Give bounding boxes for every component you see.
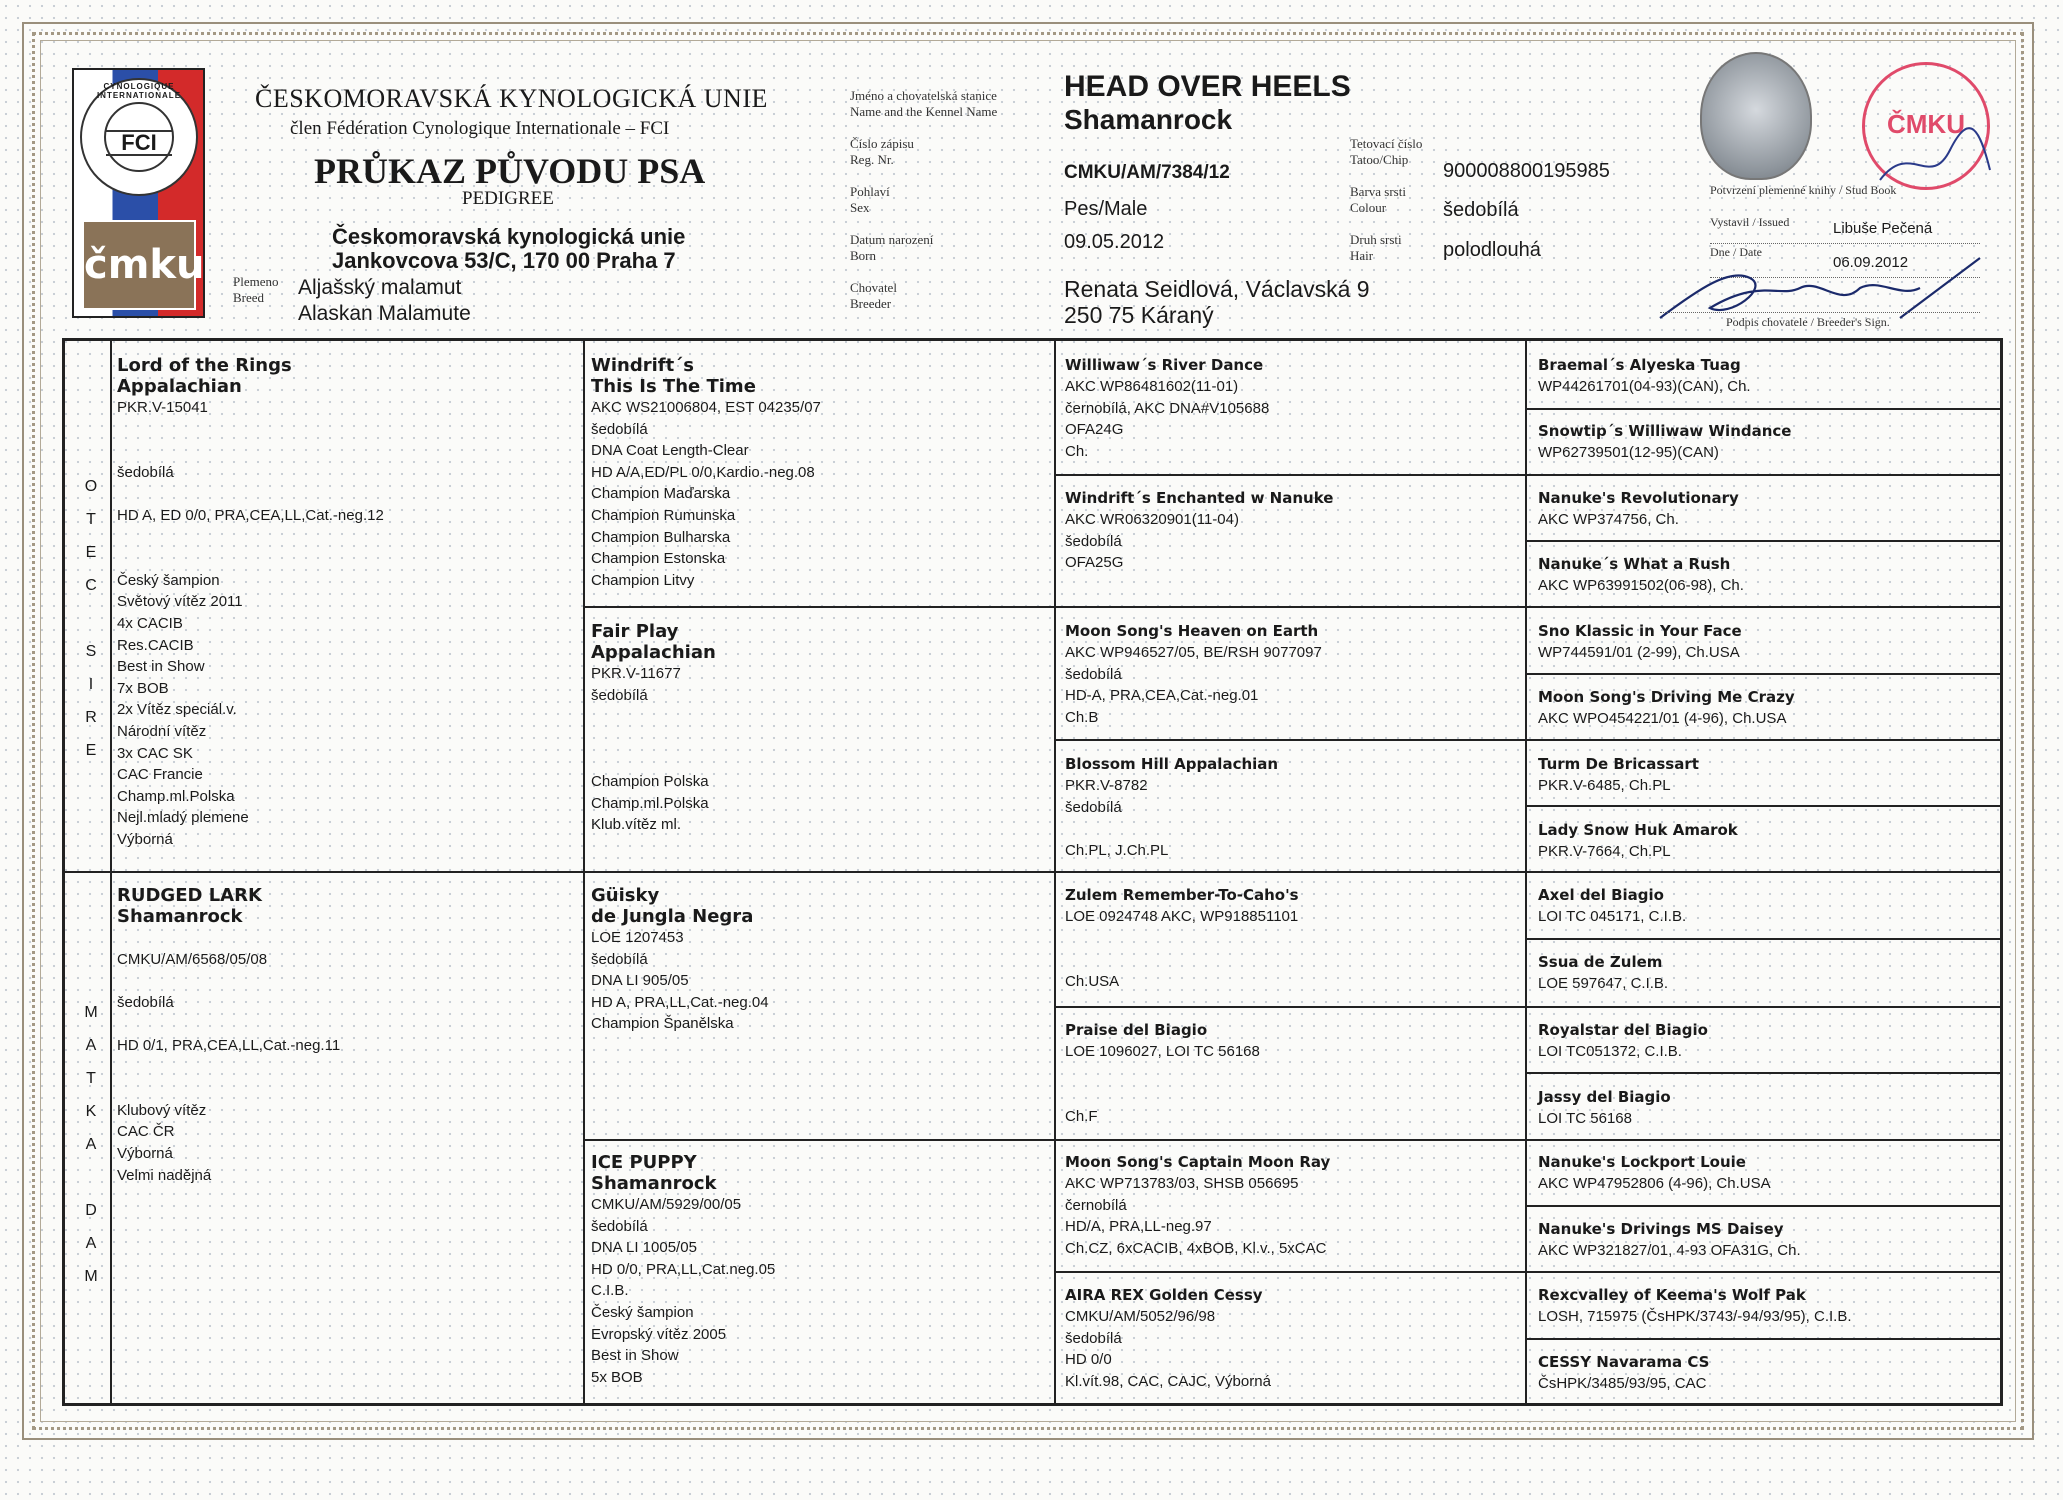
breeder-label: Chovatel Breeder [850, 280, 897, 311]
ancestor-cell [1538, 554, 1998, 596]
great-grandparent-detail-line: CMKU/AM/5052/96/98 [1065, 1308, 1216, 1325]
sire-details [117, 397, 572, 850]
ancestor-detail-line: LOI TC 045171, C.I.B. [1538, 908, 1687, 925]
side-letter: A [85, 1235, 97, 1252]
dam-name-line2: Shamanrock [117, 906, 243, 927]
hair-label: Druh srsti Hair [1350, 232, 1402, 263]
grandparent-detail-line [591, 706, 1046, 728]
sire-detail-line: šedobílá [117, 463, 174, 481]
side-letter: E [85, 742, 97, 759]
great-grandparent-detail-line [1065, 818, 1517, 840]
breed-cz: Aljašský malamut [298, 276, 462, 299]
ancestor-detail-line: AKC WP63991502(06-98), Ch. [1538, 577, 1744, 594]
great-grandparent-cell [1065, 1152, 1517, 1259]
grandparent-name: Shamanrock [591, 1173, 717, 1194]
grandparent-detail-line: HD A, PRA,LL,Cat.-neg.04 [591, 993, 769, 1011]
sire-detail-line [117, 548, 572, 570]
great-grandparent-detail-line: Ch.CZ, 6xCACIB, 4xBOB, Kl.v., 5xCAC [1065, 1239, 1327, 1257]
great-grandparent-detail-line: AKC WP946527/05, BE/RSH 9077097 [1065, 644, 1322, 661]
ancestor-name: Braemal´s Alyeska Tuag [1538, 356, 1741, 374]
grandparent-detail-line: DNA LI 1005/05 [591, 1239, 697, 1257]
grandparent-detail-line: šedobílá [591, 686, 648, 704]
great-grandparent-cell [1065, 355, 1517, 462]
dam-detail-line: CAC ČR [117, 1123, 175, 1141]
great-grandparent-detail-line [1065, 949, 1517, 971]
grandparent-detail-line: HD A/A,ED/PL 0/0,Kardio.-neg.08 [591, 463, 815, 481]
sire-name-line1: Lord of the Rings [117, 355, 292, 376]
sire-name-line2: Appalachian [117, 376, 242, 397]
side-letter: M [84, 1268, 98, 1285]
dam-cell [117, 885, 572, 1186]
great-grandparent-name: Williwaw´s River Dance [1065, 356, 1264, 374]
grandparent-detail-line: DNA LI 905/05 [591, 972, 689, 990]
grandparent-detail-line [591, 728, 1046, 750]
ancestor-cell [1538, 1352, 1998, 1394]
fci-text: FCI [106, 130, 172, 156]
side-letter: A [85, 1037, 97, 1054]
org-name: ČESKOMORAVSKÁ KYNOLOGICKÁ UNIE [255, 84, 768, 113]
ancestor-detail-line: AKC WP47952806 (4-96), Ch.USA [1538, 1175, 1771, 1192]
ancestor-name: Jassy del Biagio [1538, 1088, 1671, 1106]
great-grandparent-detail-line: šedobílá [1065, 532, 1122, 550]
ancestor-detail-line: WP62739501(12-95)(CAN) [1538, 444, 1719, 461]
ancestor-cell [1538, 1285, 1998, 1327]
grandparent-detail-line: Best in Show [591, 1347, 679, 1365]
reg-label: Číslo zápisu Reg. Nr. [850, 136, 914, 167]
ancestor-cell [1538, 1152, 1998, 1194]
great-grandparent-cell [1065, 885, 1517, 992]
great-grandparent-detail-line: LOE 1096027, LOI TC 56168 [1065, 1043, 1260, 1060]
grandparent-detail-line: PKR.V-11677 [591, 665, 681, 682]
stud-book-label: Potvrzení plemenné knihy / Stud Book [1710, 183, 1897, 197]
dam-detail-line [117, 1078, 572, 1100]
born-label: Datum narození Born [850, 232, 934, 263]
grandparent-name: ICE PUPPY [591, 1152, 697, 1173]
sire-detail-line: Res.CACIB [117, 636, 194, 654]
grandparent-name: Fair Play [591, 621, 679, 642]
ancestor-detail-line: ČsHPK/3485/93/95, CAC [1538, 1375, 1707, 1392]
great-grandparent-detail-line: šedobílá [1065, 665, 1122, 683]
great-grandparent-cell [1065, 1285, 1517, 1392]
grandparent-detail-line: AKC WS21006804, EST 04235/07 [591, 399, 821, 416]
ancestor-detail-line: LOE 597647, C.I.B. [1538, 975, 1669, 992]
sire-detail-line: 7x BOB [117, 679, 169, 697]
kennel-label: Jméno a chovatelská stanice Name and the Kennel Name [850, 88, 998, 119]
great-grandparent-detail-line: AKC WP86481602(11-01) [1065, 378, 1239, 395]
great-grandparent-detail-line: šedobílá [1065, 1329, 1122, 1347]
ancestor-cell [1538, 421, 1998, 463]
grandparent-detail-line: Český šampion [591, 1303, 694, 1321]
ancestor-cell [1538, 1020, 1998, 1062]
side-letter: O [84, 478, 98, 495]
sire-detail-line: 3x CAC SK [117, 744, 193, 762]
dam-detail-line [117, 927, 572, 949]
grandparent-detail-line: HD 0/0, PRA,LL,Cat.neg.05 [591, 1260, 776, 1278]
great-grandparent-name: Moon Song's Captain Moon Ray [1065, 1153, 1331, 1171]
great-grandparent-name: Zulem Remember-To-Caho's [1065, 886, 1299, 904]
grandparent-detail-line: Champion Rumunska [591, 506, 736, 524]
great-grandparent-cell [1065, 754, 1517, 861]
sire-detail-line [117, 483, 572, 505]
grandparent-detail-line: 5x BOB [591, 1368, 643, 1386]
grandparent-detail-line: DNA Coat Length-Clear [591, 442, 749, 460]
grandparent-cell [591, 1152, 1046, 1388]
side-letter: S [85, 643, 97, 660]
ancestor-cell [1538, 820, 1998, 862]
great-grandparent-detail-line [1065, 928, 1517, 950]
grandparent-detail-line: C.I.B. [591, 1282, 629, 1300]
dam-detail-line: HD 0/1, PRA,CEA,LL,Cat.-neg.11 [117, 1036, 341, 1054]
ancestor-name: Lady Snow Huk Amarok [1538, 821, 1738, 839]
hologram-stamp [1700, 52, 1812, 180]
ancestor-detail-line: AKC WP321827/01, 4-93 OFA31G, Ch. [1538, 1242, 1801, 1259]
org-address-line1: Českomoravská kynologická unie [332, 224, 686, 249]
org-address-line2: Jankovcova 53/C, 170 00 Praha 7 [332, 248, 676, 273]
ancestor-detail-line: AKC WP374756, Ch. [1538, 511, 1679, 528]
date-label: Dne / Date [1710, 245, 1762, 259]
sex-value: Pes/Male [1064, 198, 1148, 220]
ancestor-name: Nanuke´s What a Rush [1538, 555, 1731, 573]
dam-detail-line [117, 1013, 572, 1035]
great-grandparent-name: Blossom Hill Appalachian [1065, 755, 1279, 773]
grandparent-detail-line: Champion Estonska [591, 550, 726, 568]
sire-cell [117, 355, 572, 850]
ancestor-name: Nanuke's Lockport Louie [1538, 1153, 1746, 1171]
document-subtitle: PEDIGREE [462, 188, 554, 209]
great-grandparent-detail-line [1065, 1063, 1517, 1085]
grandparent-cell [591, 355, 1046, 591]
sire-detail-line: PKR.V-15041 [117, 399, 208, 416]
side-letter: K [85, 1103, 97, 1120]
side-letter: R [85, 709, 97, 726]
dam-name-line1: RUDGED LARK [117, 885, 262, 906]
ancestor-name: Nanuke's Revolutionary [1538, 489, 1739, 507]
ancestor-name: CESSY Navarama CS [1538, 1353, 1710, 1371]
ancestor-detail-line: WP744591/01 (2-99), Ch.USA [1538, 644, 1740, 661]
ancestor-name: Sno Klassic in Your Face [1538, 622, 1742, 640]
dam-detail-line [117, 1057, 572, 1079]
ancestor-cell [1538, 687, 1998, 729]
great-grandparent-detail-line: Ch.PL, J.Ch.PL [1065, 841, 1169, 859]
grandparent-detail-line [591, 749, 1046, 771]
great-grandparent-cell [1065, 621, 1517, 728]
issued-date: 06.09.2012 [1833, 254, 1909, 271]
side-letter: T [86, 511, 96, 528]
ancestor-name: Nanuke's Drivings MS Daisey [1538, 1220, 1784, 1238]
great-grandparent-detail-line: HD-A, PRA,CEA,Cat.-neg.01 [1065, 687, 1259, 705]
great-grandparent-name: Windrift´s Enchanted w Nanuke [1065, 489, 1334, 507]
sex-label: Pohlaví Sex [850, 184, 890, 215]
breeder-line2: 250 75 Káraný [1064, 302, 1214, 328]
dam-details [117, 927, 572, 1186]
great-grandparent-detail-line: Ch.USA [1065, 972, 1120, 990]
grandparent-name: de Jungla Negra [591, 906, 754, 927]
hair-value: polodlouhá [1443, 239, 1541, 261]
side-letter: A [85, 1136, 97, 1153]
ancestor-name: Snowtip´s Williwaw Windance [1538, 422, 1792, 440]
grandparent-detail-line: Champion Bulharska [591, 528, 731, 546]
great-grandparent-detail-line: AKC WP713783/03, SHSB 056695 [1065, 1175, 1299, 1192]
ancestor-detail-line: AKC WPO454221/01 (4-96), Ch.USA [1538, 710, 1787, 727]
colour-label: Barva srsti Colour [1350, 184, 1406, 215]
tattoo-value: 900008800195985 [1443, 160, 1610, 182]
breed-en: Alaskan Malamute [298, 302, 471, 325]
great-grandparent-detail-line: AKC WR06320901(11-04) [1065, 511, 1239, 528]
cmku-logo: čmku [82, 220, 196, 310]
dog-kennel: Shamanrock [1064, 104, 1233, 135]
sire-detail-line: Champ.ml.Polska [117, 787, 235, 805]
great-grandparent-name: AIRA REX Golden Cessy [1065, 1286, 1263, 1304]
sire-detail-line: Světový vítěz 2011 [117, 593, 243, 611]
dam-detail-line [117, 970, 572, 992]
side-letter: M [84, 1004, 98, 1021]
grandparent-detail-line: Champ.ml.Polska [591, 794, 709, 812]
great-grandparent-detail-line: HD/A, PRA,LL-neg.97 [1065, 1218, 1212, 1236]
ancestor-cell [1538, 488, 1998, 530]
ancestor-detail-line: PKR.V-6485, Ch.PL [1538, 777, 1671, 794]
issued-by: Libuše Pečená [1833, 220, 1933, 237]
great-grandparent-detail-line: HD 0/0 [1065, 1351, 1112, 1369]
ancestor-name: Turm De Bricassart [1538, 755, 1699, 773]
sire-detail-line: HD A, ED 0/0, PRA,CEA,LL,Cat.-neg.12 [117, 506, 384, 524]
dam-detail-line: Výborná [117, 1144, 173, 1162]
fci-ring-text: CYNOLOGIQUE INTERNATIONALE [96, 82, 182, 100]
fci-cmku-logo [72, 68, 205, 318]
dog-name: HEAD OVER HEELS [1064, 70, 1351, 103]
breed-label: Plemeno Breed [233, 274, 279, 305]
ancestor-detail-line: WP44261701(04-93)(CAN), Ch. [1538, 378, 1751, 395]
ancestor-cell [1538, 952, 1998, 994]
sire-detail-line [117, 419, 572, 441]
colour-value: šedobílá [1443, 199, 1519, 221]
tattoo-label: Tetovací číslo Tatoo/Chip [1350, 136, 1423, 167]
grandparent-detail-line: LOE 1207453 [591, 929, 684, 946]
sire-detail-line: Výborná [117, 830, 173, 848]
grandparent-name: This Is The Time [591, 376, 756, 397]
document-title: PRŮKAZ PŮVODU PSA [314, 151, 706, 191]
sire-detail-line [117, 440, 572, 462]
dam-detail-line: Klubový vítěz [117, 1101, 207, 1119]
side-letter: T [86, 1070, 96, 1087]
grandparent-detail-line: Champion Maďarska [591, 485, 731, 503]
side-letter: I [88, 676, 94, 693]
sire-detail-line: Český šampion [117, 571, 220, 589]
sire-detail-line: CAC Francie [117, 766, 203, 784]
great-grandparent-detail-line: Kl.vít.98, CAC, CAJC, Výborná [1065, 1372, 1271, 1390]
great-grandparent-name: Praise del Biagio [1065, 1021, 1208, 1039]
grandparent-cell [591, 885, 1046, 1035]
sire-detail-line: Národní vítěz [117, 722, 207, 740]
side-letter: C [85, 577, 97, 594]
sire-detail-line: Nejl.mladý plemene [117, 809, 249, 827]
great-grandparent-cell [1065, 1020, 1517, 1127]
dam-detail-line: CMKU/AM/6568/05/08 [117, 950, 268, 968]
grandparent-detail-line: Klub.vítěz ml. [591, 816, 682, 834]
sire-detail-line [117, 527, 572, 549]
grandparent-name: Windrift´s [591, 355, 694, 376]
fci-member-text: člen Fédération Cynologique Internationale – FCI [290, 118, 670, 139]
grandparent-detail-line: Champion Španělska [591, 1015, 734, 1033]
great-grandparent-detail-line: černobílá [1065, 1196, 1127, 1214]
great-grandparent-detail-line: PKR.V-8782 [1065, 777, 1148, 794]
grandparent-name: Güisky [591, 885, 660, 906]
ancestor-name: Ssua de Zulem [1538, 953, 1663, 971]
great-grandparent-detail-line: Ch. [1065, 442, 1089, 460]
grandparent-cell [591, 621, 1046, 836]
great-grandparent-cell [1065, 488, 1517, 574]
breeder-sign-label: Podpis chovatele / Breeder's Sign. [1726, 315, 1890, 329]
fci-emblem [80, 78, 198, 196]
great-grandparent-detail-line: černobílá, AKC DNA#V105688 [1065, 399, 1270, 417]
reg-number: CMKU/AM/7384/12 [1064, 162, 1230, 183]
dam-detail-line: Velmi nadějná [117, 1166, 212, 1184]
sire-detail-line: 2x Vítěz speciál.v. [117, 701, 237, 719]
grandparent-name: Appalachian [591, 642, 716, 663]
ancestor-cell [1538, 1087, 1998, 1129]
ancestor-name: Moon Song's Driving Me Crazy [1538, 688, 1795, 706]
sire-detail-line: 4x CACIB [117, 614, 183, 632]
side-letter: E [85, 544, 97, 561]
great-grandparent-detail-line: OFA25G [1065, 554, 1124, 572]
great-grandparent-detail-line: šedobílá [1065, 798, 1122, 816]
grandparent-detail-line: šedobílá [591, 420, 648, 438]
great-grandparent-detail-line [1065, 1084, 1517, 1106]
great-grandparent-name: Moon Song's Heaven on Earth [1065, 622, 1319, 640]
ancestor-detail-line: LOI TC051372, C.I.B. [1538, 1043, 1682, 1060]
ancestor-name: Royalstar del Biagio [1538, 1021, 1708, 1039]
great-grandparent-detail-line: Ch.F [1065, 1107, 1098, 1125]
ancestor-cell [1538, 1219, 1998, 1261]
born-value: 09.05.2012 [1064, 231, 1165, 253]
grandparent-detail-line: Evropský vítěz 2005 [591, 1325, 727, 1343]
ancestor-cell [1538, 754, 1998, 796]
dam-detail-line: šedobílá [117, 993, 174, 1011]
issued-label: Vystavil / Issued [1710, 215, 1790, 229]
great-grandparent-detail-line: LOE 0924748 AKC, WP918851101 [1065, 908, 1299, 925]
grandparent-detail-line: šedobílá [591, 950, 648, 968]
ancestor-cell [1538, 355, 1998, 397]
great-grandparent-detail-line: OFA24G [1065, 421, 1124, 439]
ancestor-detail-line: PKR.V-7664, Ch.PL [1538, 843, 1671, 860]
ancestor-cell [1538, 621, 1998, 663]
ancestor-name: Axel del Biagio [1538, 886, 1664, 904]
ancestor-detail-line: LOI TC 56168 [1538, 1110, 1632, 1127]
grandparent-detail-line: šedobílá [591, 1217, 648, 1235]
breeder-line1: Renata Seidlová, Václavská 9 [1064, 276, 1370, 302]
grandparent-detail-line: Champion Litvy [591, 571, 695, 589]
stud-book-stamp: ČMKU [1862, 62, 1990, 190]
great-grandparent-detail-line: Ch.B [1065, 708, 1099, 726]
grandparent-detail-line: Champion Polska [591, 772, 709, 790]
ancestor-detail-line: LOSH, 715975 (ČsHPK/3743/-94/93/95), C.I.B. [1538, 1308, 1852, 1325]
ancestor-cell [1538, 885, 1998, 927]
sire-detail-line: Best in Show [117, 658, 205, 676]
ancestor-name: Rexcvalley of Keema's Wolf Pak [1538, 1286, 1806, 1304]
side-letter: D [85, 1202, 97, 1219]
grandparent-detail-line: CMKU/AM/5929/00/05 [591, 1196, 742, 1213]
